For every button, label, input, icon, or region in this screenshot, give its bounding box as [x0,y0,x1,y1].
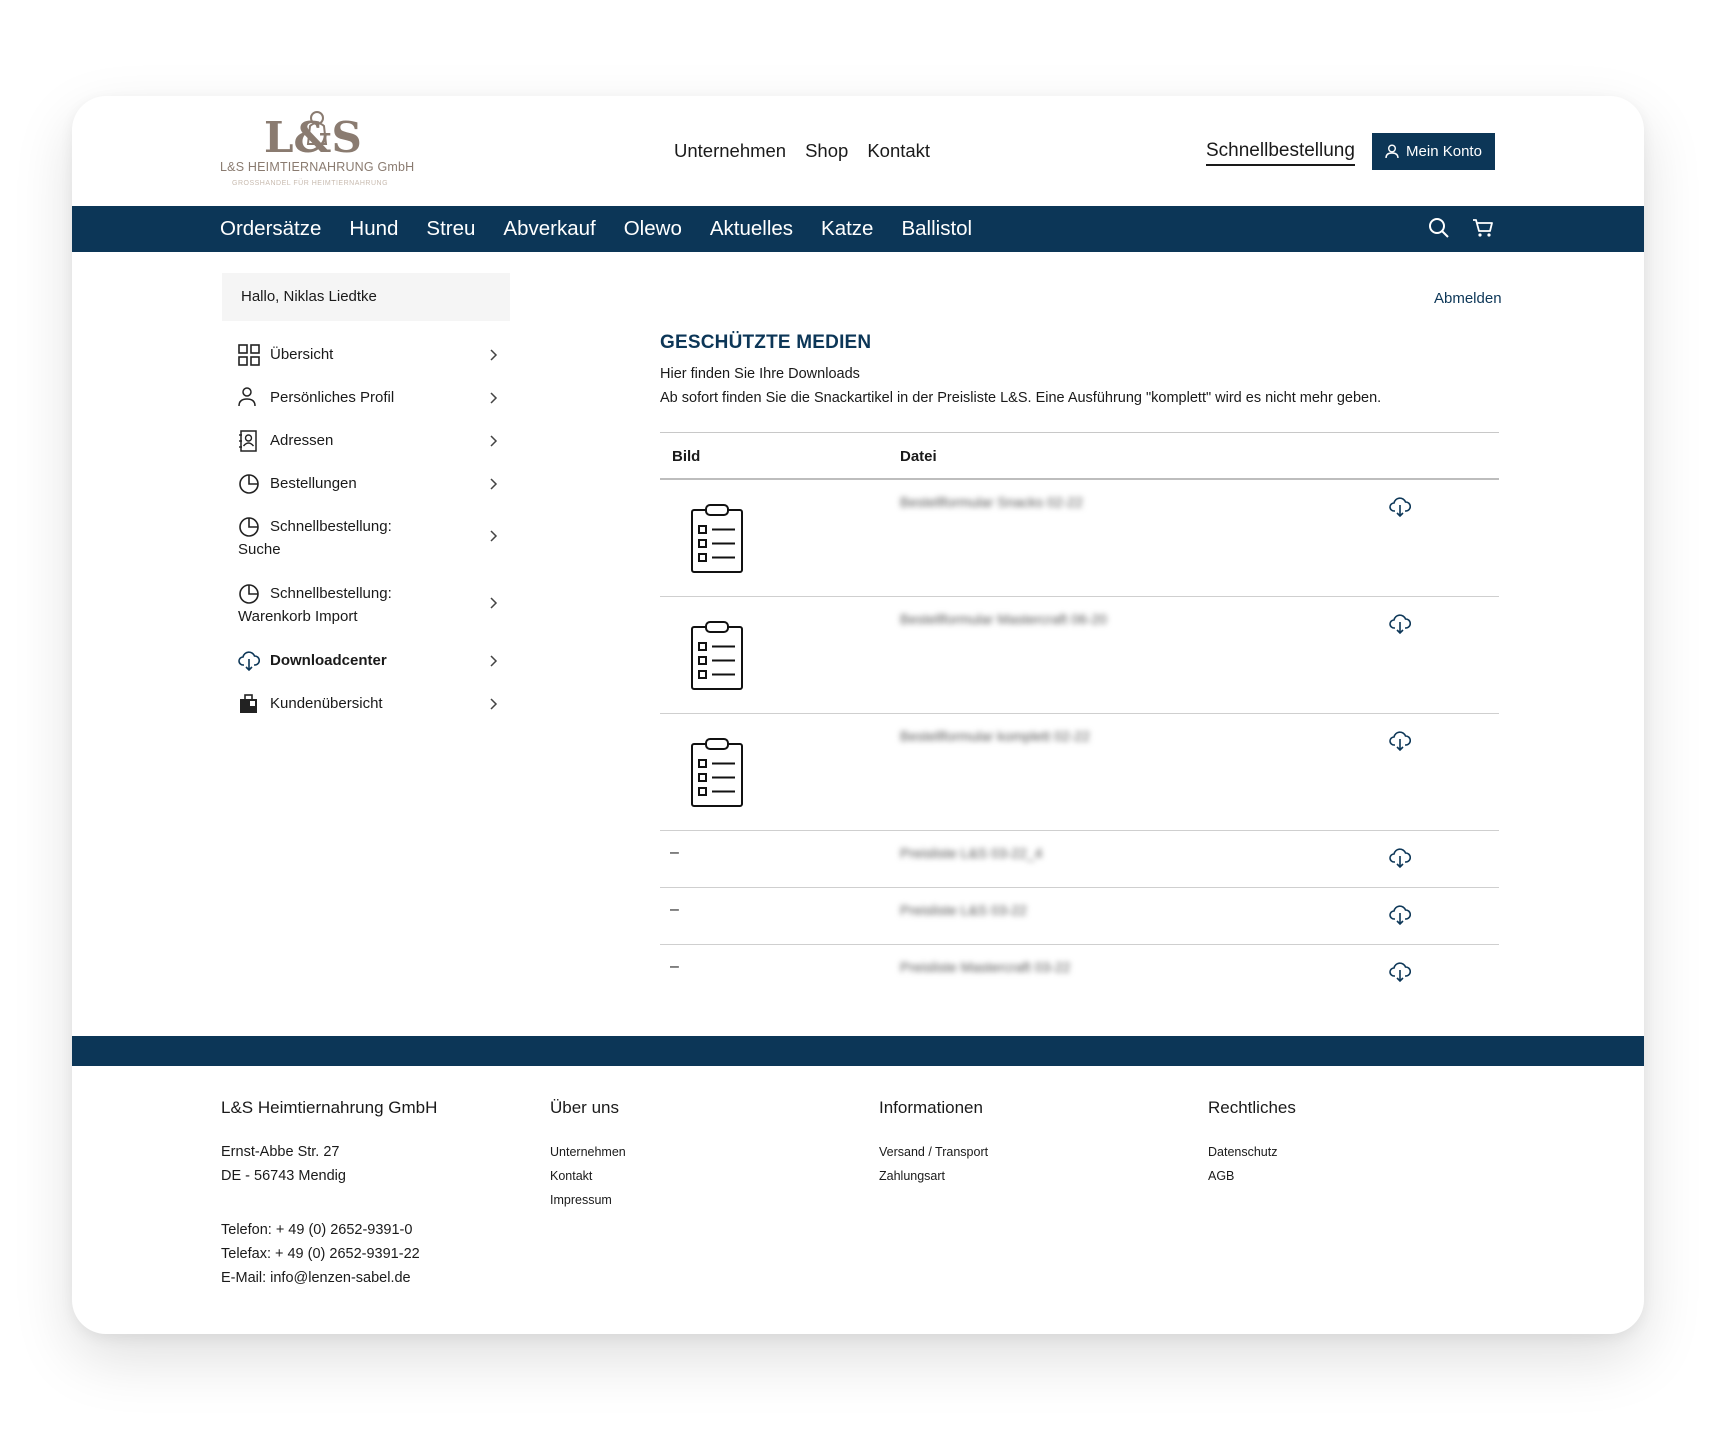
footer-street: Ernst-Abbe Str. 27 [221,1144,340,1160]
grid-icon [238,344,260,366]
sidebar-item-label: Kundenübersicht [270,695,383,712]
logout-link[interactable]: Abmelden [1434,290,1502,307]
column-header-datei: Datei [900,448,937,465]
page-card [72,96,1644,1334]
no-thumbnail: – [670,901,679,918]
sidebar-item-label: Übersicht [270,346,334,363]
sidebar-item-label: Adressen [270,432,334,449]
table-row [660,597,1499,714]
greeting: Hallo, Niklas Liedtke [222,273,510,321]
top-nav [674,140,930,162]
sidebar-item-label-line2: Warenkorb Import [238,608,358,625]
my-account-label: Mein Konto [1406,143,1482,160]
footer-link-zahlungsart[interactable]: Zahlungsart [879,1169,946,1183]
table-row [660,945,1499,1002]
footer-phone: Telefon: + 49 (0) 2652-9391-0 [221,1222,413,1238]
file-name[interactable]: Bestellformular Snacks 02-22 [900,494,1083,510]
sidebar-item-adressen[interactable] [238,430,498,452]
footer-link-datenschutz[interactable]: Datenschutz [1208,1145,1278,1159]
logo[interactable] [220,108,415,192]
footer-company-title: L&S Heimtiernahrung GmbH [221,1098,438,1117]
my-account-button[interactable] [1372,133,1495,170]
top-nav-shop[interactable]: Shop [805,140,849,161]
chevron-right-icon [488,434,498,448]
chevron-right-icon [488,697,498,711]
table-row [660,831,1499,888]
user-icon [238,387,260,409]
table-row [660,714,1499,831]
no-thumbnail: – [670,958,679,975]
page-description: Hier finden Sie Ihre Downloads [660,366,860,382]
cloud-download-icon[interactable] [1389,496,1411,518]
main-nav-aktuelles[interactable]: Aktuelles [709,217,794,240]
file-name[interactable]: Bestellformular komplett 02-22 [900,728,1090,744]
footer-link-impressum[interactable]: Impressum [550,1193,612,1207]
user-icon [1385,144,1399,159]
sidebar-item-label: Persönliches Profil [270,389,395,406]
footer-city: DE - 56743 Mendig [221,1168,346,1184]
main-nav-ballistol[interactable]: Ballistol [901,217,973,240]
quick-order-link[interactable]: Schnellbestellung [1206,140,1355,166]
sidebar-item-downloadcenter[interactable] [238,650,498,672]
footer-email[interactable]: E-Mail: info@lenzen-sabel.de [221,1270,411,1286]
sidebar-item-schnellbestellung-suche[interactable] [238,516,498,562]
page-notice: Ab sofort finden Sie die Snackartikel in der Preisliste L&S. Eine Ausführung "komplett" wird es nicht mehr geben. [660,390,1382,406]
main-nav-olewo[interactable]: Olewo [623,217,682,240]
main-nav-abverkauf[interactable]: Abverkauf [503,217,596,240]
cloud-download-icon [238,650,260,672]
sidebar-item-label: Downloadcenter [270,652,387,669]
footer-about [550,1098,626,1212]
downloads-table [660,432,1499,1002]
top-nav-kontakt[interactable]: Kontakt [867,140,931,161]
sidebar-item-bestellungen[interactable] [238,473,498,495]
footer-about-title: Über uns [550,1098,619,1117]
table-header [660,432,1499,480]
cloud-download-icon[interactable] [1389,961,1411,983]
header [72,96,1644,206]
sidebar-item-label-line2: Suche [238,541,281,558]
pie-chart-icon [238,583,260,605]
briefcase-icon [238,693,260,715]
chevron-right-icon [488,654,498,668]
top-nav-unternehmen[interactable]: Unternehmen [674,140,787,161]
search-icon[interactable] [1428,217,1450,239]
file-name[interactable]: Preisliste L&S 03-22 [900,902,1027,918]
file-name[interactable]: Bestellformular Mastercraft 06-20 [900,611,1107,627]
footer-link-unternehmen[interactable]: Unternehmen [550,1145,626,1159]
footer [72,1066,1644,1334]
cart-icon[interactable] [1472,217,1494,239]
address-book-icon [238,430,260,452]
sidebar-item-schnellbestellung-import[interactable] [238,583,498,629]
footer-legal [1208,1098,1296,1188]
chevron-right-icon [488,529,498,543]
cloud-download-icon[interactable] [1389,613,1411,635]
sidebar-item-uebersicht[interactable] [238,344,498,366]
footer-band [72,1036,1644,1066]
clipboard-list-icon [690,504,744,574]
main-nav-ordersaetze[interactable]: Ordersätze [220,217,322,240]
sidebar-item-label: Bestellungen [270,475,357,492]
footer-info [879,1098,988,1188]
table-row [660,888,1499,945]
pie-chart-icon [238,473,260,495]
logo-tagline: GROSSHANDEL FÜR HEIMTIERNAHRUNG [232,180,389,187]
logo-mark-icon [260,108,380,158]
pie-chart-icon [238,516,260,538]
file-name[interactable]: Preisliste Mastercraft 03-22 [900,959,1071,975]
footer-info-title: Informationen [879,1098,983,1117]
table-row [660,480,1499,597]
cloud-download-icon[interactable] [1389,847,1411,869]
main-nav-hund[interactable]: Hund [349,217,399,240]
chevron-right-icon [488,348,498,362]
main-nav [72,206,1644,252]
file-name[interactable]: Preisliste L&S 03-22_4 [900,845,1043,861]
footer-link-agb[interactable]: AGB [1208,1169,1235,1183]
chevron-right-icon [488,391,498,405]
sidebar-item-label: Schnellbestellung: [270,518,392,535]
sidebar-item-profil[interactable] [238,387,498,409]
footer-link-versand[interactable]: Versand / Transport [879,1145,989,1159]
no-thumbnail: – [670,844,679,861]
main-nav-streu[interactable]: Streu [426,217,476,240]
clipboard-list-icon [690,738,744,808]
chevron-right-icon [488,477,498,491]
sidebar-item-kundenuebersicht[interactable] [238,693,498,715]
svg-text:L&S: L&S [264,113,362,158]
logo-company-name: L&S HEIMTIERNAHRUNG GmbH [220,160,415,174]
sidebar-item-label: Schnellbestellung: [270,585,392,602]
column-header-bild: Bild [672,448,701,465]
chevron-right-icon [488,596,498,610]
page-title: GESCHÜTZTE MEDIEN [660,332,872,353]
cloud-download-icon[interactable] [1389,904,1411,926]
footer-company [221,1098,437,1290]
clipboard-list-icon [690,621,744,691]
footer-link-kontakt[interactable]: Kontakt [550,1169,593,1183]
main-nav-katze[interactable]: Katze [821,217,874,240]
cloud-download-icon[interactable] [1389,730,1411,752]
footer-fax: Telefax: + 49 (0) 2652-9391-22 [221,1246,420,1262]
footer-legal-title: Rechtliches [1208,1098,1296,1117]
